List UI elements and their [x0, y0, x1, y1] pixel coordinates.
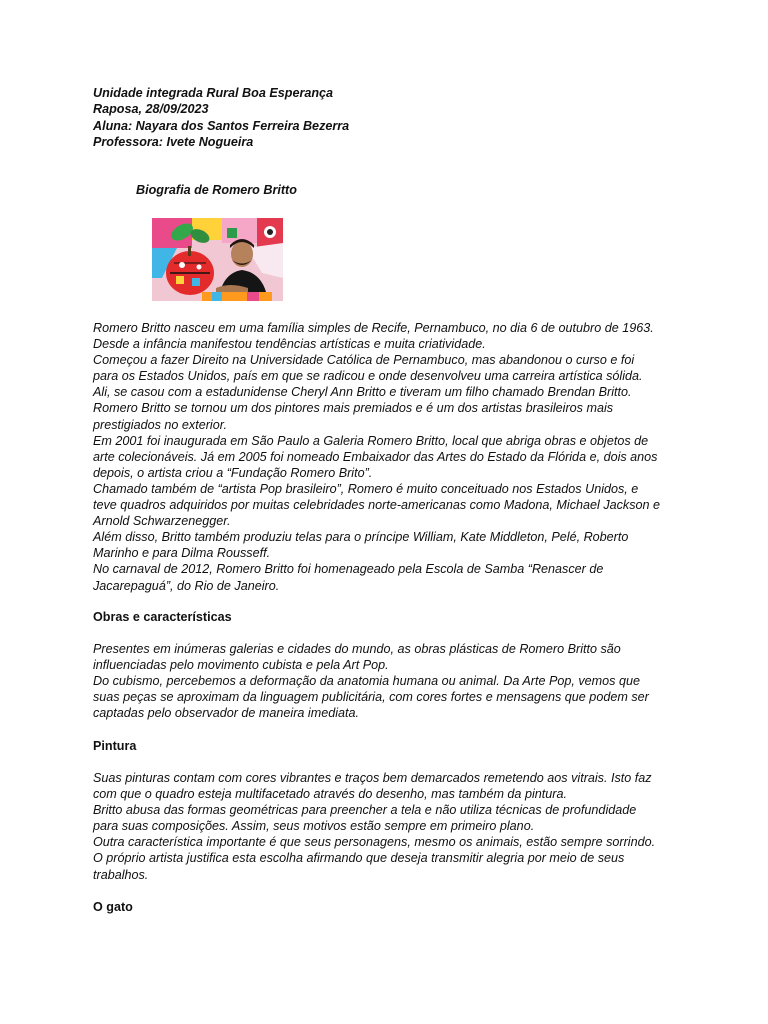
pintura-line: O próprio artista justifica esta escolha afirmando que deseja transmitir alegria por meio de seus: [93, 851, 625, 866]
biography-title: Biografia de Romero Britto: [136, 183, 297, 197]
bio-line: Ali, se casou com a estadunidense Cheryl Ann Britto e tiveram um filho chamado Brendan Britto.: [93, 385, 632, 400]
teacher-name: Professora: Ivete Nogueira: [93, 134, 254, 149]
artist-photo: [152, 218, 283, 301]
bio-line: prestigiados no exterior.: [93, 417, 227, 432]
bio-line: Romero Britto nasceu em uma família simples de Recife, Pernambuco, no dia 6 de outubro de 1963.: [93, 321, 654, 335]
bio-line: depois, o artista criou a “Fundação Romero Brito”.: [93, 465, 373, 480]
pintura-text: [93, 770, 693, 883]
bio-line: No carnaval de 2012, Romero Britto foi homenageado pela Escola de Samba “Renascer de: [93, 562, 604, 577]
pintura-line: trabalhos.: [93, 867, 149, 882]
obras-line: suas peças se aproximam da linguagem publicitária, com cores fortes e mensagens que podem ser: [93, 690, 649, 705]
student-name: Aluna: Nayara dos Santos Ferreira Bezerra: [93, 118, 350, 133]
bio-line: para os Estados Unidos, país em que se radicou e onde desenvolveu uma carreira artística sólida.: [93, 369, 643, 384]
bio-line: arte colecionáveis. Já em 2005 foi nomeado Embaixador das Artes do Estado da Flórida e, dois anos: [93, 449, 658, 464]
bio-line: Chamado também de “artista Pop brasileiro”, Romero é muito conceituado nos Estados Unidos, e: [93, 481, 639, 496]
bio-line: Marinho e para Dilma Rousseff.: [93, 546, 271, 561]
pintura-line: Suas pinturas contam com cores vibrantes e traços bem demarcados remetendo aos vitrais. Isto faz: [93, 771, 652, 785]
section-heading-pintura: Pintura: [93, 739, 137, 753]
obras-line: influenciadas pelo movimento cubista e pela Art Pop.: [93, 658, 389, 673]
bio-line: Desde a infância manifestou tendências artísticas e muita criatividade.: [93, 337, 486, 352]
bio-line: Em 2001 foi inaugurada em São Paulo a Galeria Romero Britto, local que abriga obras e objetos de: [93, 433, 649, 448]
bio-line: Começou a fazer Direito na Universidade Católica de Pernambuco, mas abandonou o curso e foi: [93, 353, 635, 368]
document-header: [93, 85, 349, 150]
bio-line: Arnold Schwarzenegger.: [93, 514, 231, 529]
place-date: Raposa, 28/09/2023: [93, 102, 209, 117]
obras-text: [93, 641, 693, 721]
bio-line: Além disso, Britto também produziu telas para o príncipe William, Kate Middleton, Pelé, Roberto: [93, 530, 629, 545]
biography-text: [93, 320, 693, 594]
school-name: Unidade integrada Rural Boa Esperança: [93, 86, 334, 100]
section-heading-obras: Obras e características: [93, 610, 232, 624]
pintura-line: para suas composições. Assim, seus motivos estão sempre em primeiro plano.: [93, 819, 535, 834]
obras-line: Presentes em inúmeras galerias e cidades do mundo, as obras plásticas de Romero Britto são: [93, 642, 621, 656]
pintura-line: Outra característica importante é que seus personagens, mesmo os animais, estão sempre sorrindo.: [93, 835, 656, 850]
pintura-line: com que o quadro esteja multifacetado através do desenho, mas também da pintura.: [93, 787, 567, 802]
bio-line: Romero Britto se tornou um dos pintores mais premiados e é um dos artistas brasileiros mais: [93, 401, 614, 416]
section-heading-gato: O gato: [93, 900, 133, 914]
bio-line: Jacarepaguá”, do Rio de Janeiro.: [93, 578, 280, 593]
pintura-line: Britto abusa das formas geométricas para preencher a tela e não utiliza técnicas de profundidade: [93, 803, 637, 818]
obras-line: captadas pelo observador de maneira imediata.: [93, 706, 360, 721]
bio-line: teve quadros adquiridos por muitas celebridades norte-americanas como Madona, Michael Jackson e: [93, 498, 661, 513]
obras-line: Do cubismo, percebemos a deformação da anatomia humana ou animal. Da Arte Pop, vemos que: [93, 674, 640, 689]
